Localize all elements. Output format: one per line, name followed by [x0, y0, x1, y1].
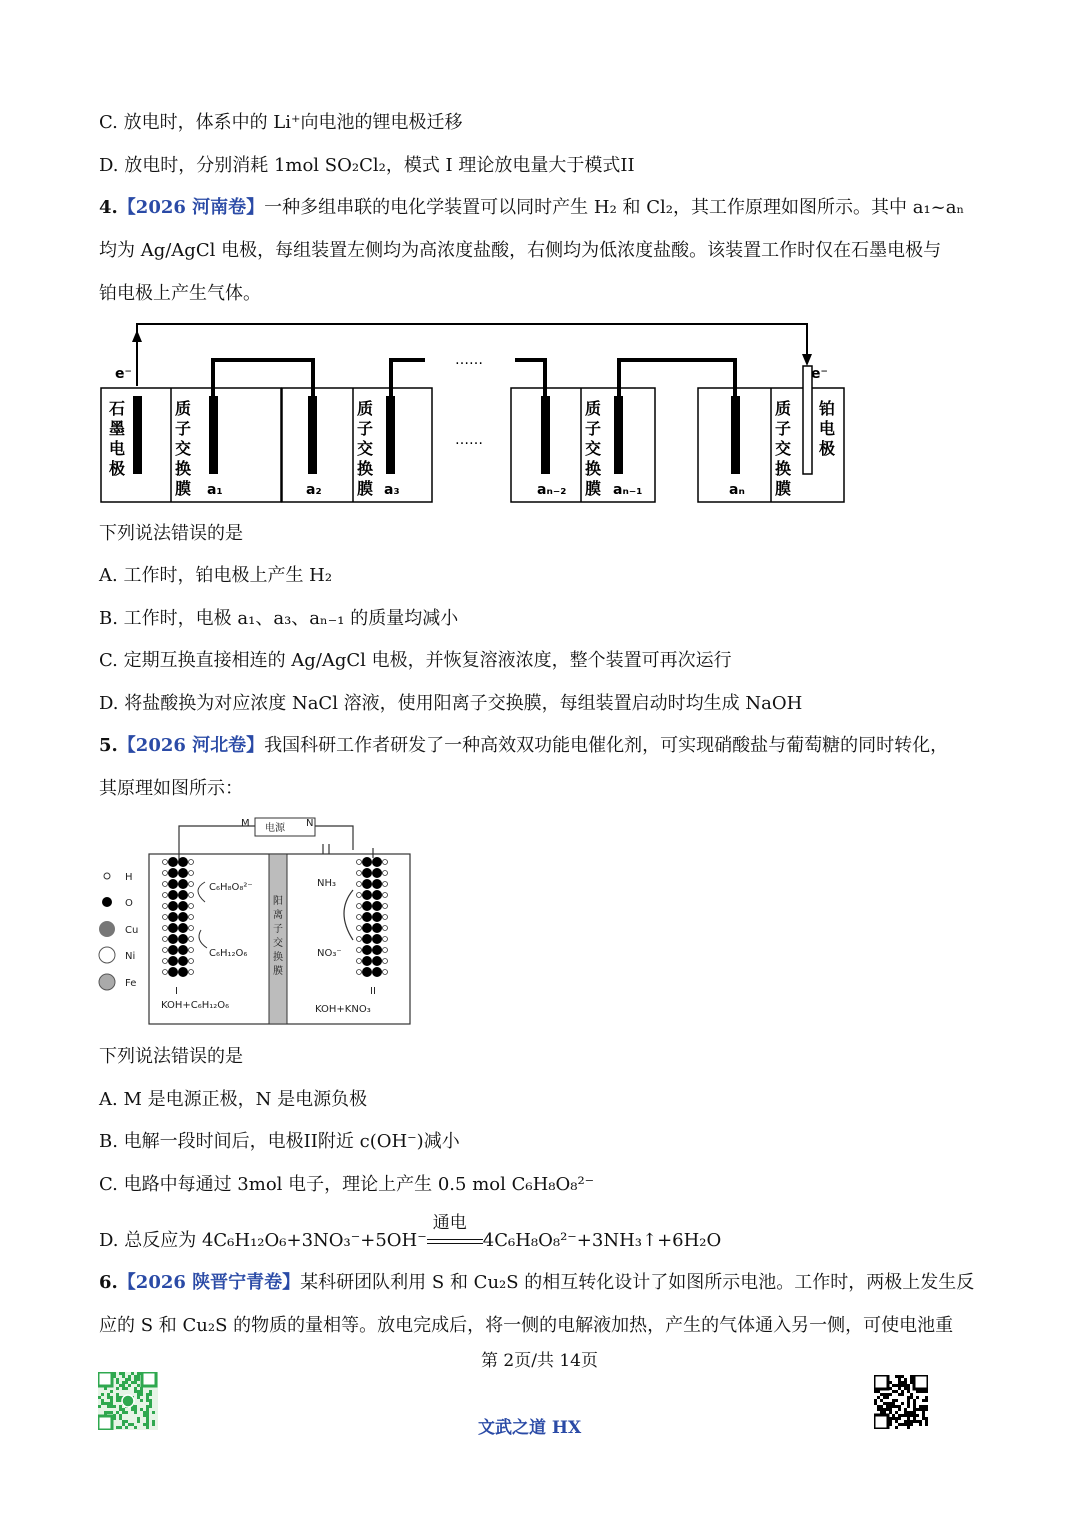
dots-top: ……: [455, 352, 483, 368]
q5-option-c: C. 电路中每通过 3mol 电子，理论上产生 0.5 mol C₆H₈O₈²⁻: [99, 1174, 595, 1195]
label-power: 电源: [265, 823, 285, 834]
label-electrode-1: I: [175, 986, 178, 997]
reaction-condition: 通电: [432, 1213, 467, 1233]
svg-text:换: 换: [357, 459, 374, 478]
q6-stem-line-2: 应的 S 和 Cu₂S 的物质的量相等。放电完成后，将一侧的电解液加热，产生的气体通入另一侧，可使电池重: [99, 1315, 954, 1336]
svg-text:电: 电: [109, 439, 126, 458]
arrow-curve-right: [344, 890, 353, 940]
svg-text:Ni: Ni: [125, 951, 136, 962]
platinum-label: [819, 399, 835, 458]
svg-text:质: 质: [357, 399, 374, 418]
q6-stem-text-1: 某科研团队利用 S 和 Cu₂S 的相互转化设计了如图所示电池。工作时，两极上发生反: [300, 1272, 975, 1293]
svg-text:膜: 膜: [585, 479, 602, 498]
page-number: 第 2页/共 14页: [481, 1351, 598, 1371]
label-no3: NO₃⁻: [317, 948, 342, 959]
label-m: M: [241, 818, 250, 829]
electron-label-right: e⁻: [811, 366, 828, 382]
svg-text:交: 交: [273, 938, 283, 949]
svg-text:交: 交: [775, 439, 792, 458]
q6-source-tag: 【2026 陕晋宁青卷】: [117, 1272, 301, 1293]
electron-label-left: e⁻: [115, 366, 132, 382]
electrode-an-1: [614, 396, 623, 474]
q5-source-tag: 【2026 河北卷】: [117, 735, 265, 756]
svg-text:H: H: [125, 872, 133, 883]
membrane-label-2: [357, 399, 373, 498]
q4-source-tag: 【2026 河南卷】: [117, 197, 265, 218]
platinum-electrode: [803, 366, 812, 474]
q4-stem-line-3: 铂电极上产生气体。: [99, 283, 261, 304]
svg-text:膜: 膜: [273, 966, 283, 977]
q4-option-b: B. 工作时，电极 a₁、a₃、aₙ₋₁ 的质量均减小: [99, 608, 459, 629]
electrode-2-atoms: [357, 857, 388, 977]
label-a2: a₂: [306, 482, 322, 498]
membrane-label-1: [175, 399, 191, 498]
q5-option-d-left: D. 总反应为 4C₆H₁₂O₆+3NO₃⁻+5OH⁻: [99, 1230, 427, 1251]
q4-stem-line-1: [99, 196, 964, 220]
q4-ask: 下列说法错误的是: [99, 523, 243, 544]
svg-text:阳: 阳: [273, 896, 283, 907]
q6-stem-line-1: [99, 1271, 974, 1295]
electrode-an: [731, 396, 740, 474]
arrow-down-icon: [802, 354, 812, 366]
svg-text:石: 石: [109, 399, 126, 418]
svg-text:交: 交: [357, 439, 374, 458]
graphite-electrode: [133, 396, 142, 474]
svg-text:质: 质: [775, 399, 792, 418]
electrode-a1: [209, 396, 218, 474]
q5-stem-line-2: 其原理如图所示：: [99, 778, 243, 799]
atom-legend: [99, 872, 138, 990]
qr-code-left: [98, 1372, 158, 1430]
label-an: aₙ: [729, 482, 745, 498]
q4-option-d: D. 将盐酸换为对应浓度 NaCl 溶液，使用阳离子交换膜，每组装置启动时均生成 NaOH: [99, 693, 803, 714]
svg-text:极: 极: [109, 459, 126, 478]
label-an-2: aₙ₋₂: [537, 482, 567, 498]
label-an-1: aₙ₋₁: [613, 482, 643, 498]
svg-text:膜: 膜: [175, 479, 192, 498]
svg-text:子: 子: [273, 924, 283, 935]
svg-text:离: 离: [273, 910, 283, 921]
electrode-a3: [386, 396, 395, 474]
graphite-label: [109, 399, 125, 478]
reaction-arrow: [427, 1213, 483, 1253]
q4-diagram: [95, 318, 855, 510]
q4-stem-line-2: 均为 Ag/AgCl 电极，每组装置左侧均为高浓度盐酸，右侧均为低浓度盐酸。该装置工作时仅在石墨电极与: [99, 240, 942, 261]
svg-text:Cu: Cu: [125, 925, 139, 936]
svg-text:电: 电: [819, 419, 836, 438]
label-electrode-2: II: [370, 986, 376, 997]
membrane-label-3: [585, 399, 601, 498]
q3-option-d: D. 放电时，分别消耗 1mol SO₂Cl₂，模式 I 理论放电量大于模式II: [99, 155, 635, 176]
q5-stem-line-1: [99, 734, 948, 758]
svg-text:铂: 铂: [819, 399, 836, 418]
q5-diagram: [95, 812, 415, 1028]
dots-middle: ……: [455, 432, 483, 448]
svg-text:换: 换: [775, 459, 792, 478]
arrow-curve-left-bottom: [199, 930, 207, 948]
label-c6h12o6: C₆H₁₂O₆: [209, 948, 248, 959]
q4-option-a: A. 工作时，铂电极上产生 H₂: [99, 565, 333, 586]
q4-number: 4.: [99, 197, 118, 218]
q5-option-b: B. 电解一段时间后，电极II附近 c(OH⁻)减小: [99, 1131, 460, 1152]
svg-text:膜: 膜: [775, 479, 792, 498]
svg-text:子: 子: [357, 419, 374, 438]
svg-text:换: 换: [585, 459, 602, 478]
membrane-label-4: [775, 399, 791, 498]
q5-option-d: [99, 1213, 722, 1253]
q5-stem-text-1: 我国科研工作者研发了一种高效双功能电催化剂，可实现硝酸盐与葡萄糖的同时转化，: [264, 735, 949, 756]
svg-text:子: 子: [175, 419, 192, 438]
svg-text:换: 换: [175, 459, 192, 478]
svg-text:Fe: Fe: [125, 978, 137, 989]
svg-text:质: 质: [585, 399, 602, 418]
label-a3: a₃: [384, 482, 400, 498]
q5-option-a: A. M 是电源正极，N 是电源负极: [99, 1089, 368, 1110]
qr-code-right: [874, 1375, 928, 1429]
label-nh3: NH₃: [317, 878, 337, 889]
svg-text:质: 质: [175, 399, 192, 418]
electrode-1-atoms: [163, 857, 194, 977]
q4-option-c: C. 定期互换直接相连的 Ag/AgCl 电极，并恢复溶液浓度，整个装置可再次运行: [99, 650, 732, 671]
label-solution-right: KOH+KNO₃: [315, 1004, 371, 1015]
svg-text:极: 极: [819, 439, 836, 458]
q3-option-c: C. 放电时，体系中的 Li⁺向电池的锂电极迁移: [99, 112, 463, 133]
electrode-a2: [308, 396, 317, 474]
q5-option-d-right: 4C₆H₈O₈²⁻+3NH₃↑+6H₂O: [482, 1230, 722, 1251]
brand-footer: 文武之道 HX: [478, 1418, 582, 1438]
q6-number: 6.: [99, 1272, 118, 1293]
label-n: N: [306, 818, 314, 829]
q5-ask: 下列说法错误的是: [99, 1046, 243, 1067]
label-c6h8o8: C₆H₈O₈²⁻: [209, 882, 253, 893]
svg-text:子: 子: [775, 419, 792, 438]
svg-text:子: 子: [585, 419, 602, 438]
label-a1: a₁: [207, 482, 223, 498]
label-solution-left: KOH+C₆H₁₂O₆: [161, 1000, 230, 1011]
svg-text:换: 换: [273, 952, 283, 963]
arrow-up-icon: [132, 330, 142, 342]
electrode-an-2: [541, 396, 550, 474]
svg-text:交: 交: [175, 439, 192, 458]
q4-stem-text-1: 一种多组串联的电化学装置可以同时产生 H₂ 和 Cl₂，其工作原理如图所示。其中 a₁~aₙ: [264, 197, 965, 218]
svg-text:墨: 墨: [109, 419, 126, 438]
q5-number: 5.: [99, 735, 118, 756]
svg-text:O: O: [125, 898, 133, 909]
arrow-curve-left-top: [198, 882, 205, 902]
svg-text:交: 交: [585, 439, 602, 458]
svg-text:膜: 膜: [357, 479, 374, 498]
